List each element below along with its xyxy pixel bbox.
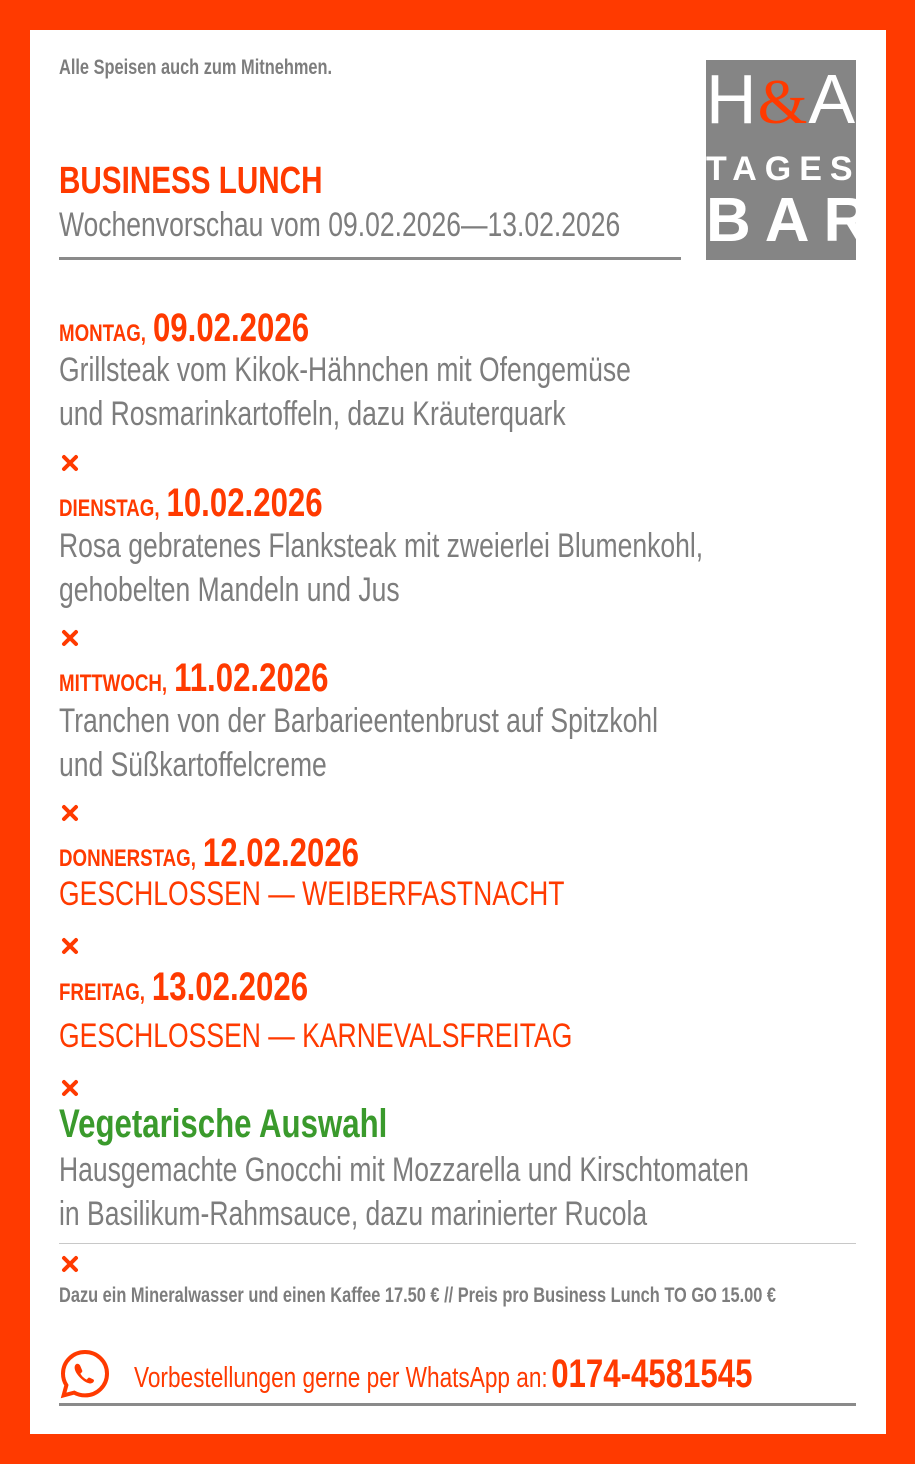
closed-notice-friday: GESCHLOSSEN — KARNEVALSFREITAG <box>59 1017 573 1055</box>
whatsapp-icon[interactable] <box>59 1348 111 1400</box>
dish-tuesday: Rosa gebratenes Flanksteak mit zweierlei Blumenkohl, gehobelten Mandeln und Jus <box>59 527 704 609</box>
closed-notice-thursday: GESCHLOSSEN — WEIBERFASTNACHT <box>59 875 565 913</box>
dish-wednesday: Tranchen von der Barbarieentenbrust auf Spitzkohl und Süßkartoffelcreme <box>59 702 659 784</box>
day-heading-tuesday: DIENSTAG, 10.02.2026 <box>59 481 323 525</box>
price-divider <box>59 1243 856 1244</box>
logo-monogram: H&A <box>706 60 857 138</box>
day-heading-thursday: DONNERSTAG, 12.02.2026 <box>59 831 360 875</box>
day-heading-friday: FREITAG, 13.02.2026 <box>59 965 309 1009</box>
day-heading-monday: MONTAG, 09.02.2026 <box>59 306 310 350</box>
takeaway-note: Alle Speisen auch zum Mitnehmen. <box>59 56 333 79</box>
cross-icon <box>61 1079 79 1097</box>
footer-divider <box>59 1403 856 1406</box>
week-preview: Wochenvorschau vom 09.02.2026—13.02.2026 <box>59 206 621 244</box>
dish-vegetarian: Hausgemachte Gnocchi mit Mozzarella und Kirschtomaten in Basilikum-Rahmsauce, dazu marinierter Rucola <box>59 1151 749 1233</box>
cross-icon <box>61 629 79 647</box>
whatsapp-order-line <box>134 1352 886 1397</box>
whatsapp-number[interactable]: 0174-4581545 <box>551 1352 753 1396</box>
cross-icon <box>61 804 79 822</box>
page-title: BUSINESS LUNCH <box>59 160 323 202</box>
vegetarian-heading: Vegetarische Auswahl <box>59 1102 388 1146</box>
cross-icon <box>61 454 79 472</box>
cross-icon <box>61 1255 79 1273</box>
logo-bar: BAR <box>706 186 883 255</box>
header-divider <box>59 257 681 260</box>
price-note: Dazu ein Mineralwasser und einen Kaffee 17.50 € // Preis pro Business Lunch TO GO 15.00 € <box>59 1284 777 1307</box>
menu-card <box>30 30 886 1434</box>
logo-tages: TAGES <box>706 150 861 188</box>
day-heading-wednesday: MITTWOCH, 11.02.2026 <box>59 656 329 700</box>
dish-monday: Grillsteak vom Kikok-Hähnchen mit Ofengemüse und Rosmarinkartoffeln, dazu Kräuterquark <box>59 351 631 433</box>
logo <box>706 60 883 260</box>
whatsapp-label: Vorbestellungen gerne per WhatsApp an: <box>134 1362 548 1394</box>
cross-icon <box>61 937 79 955</box>
